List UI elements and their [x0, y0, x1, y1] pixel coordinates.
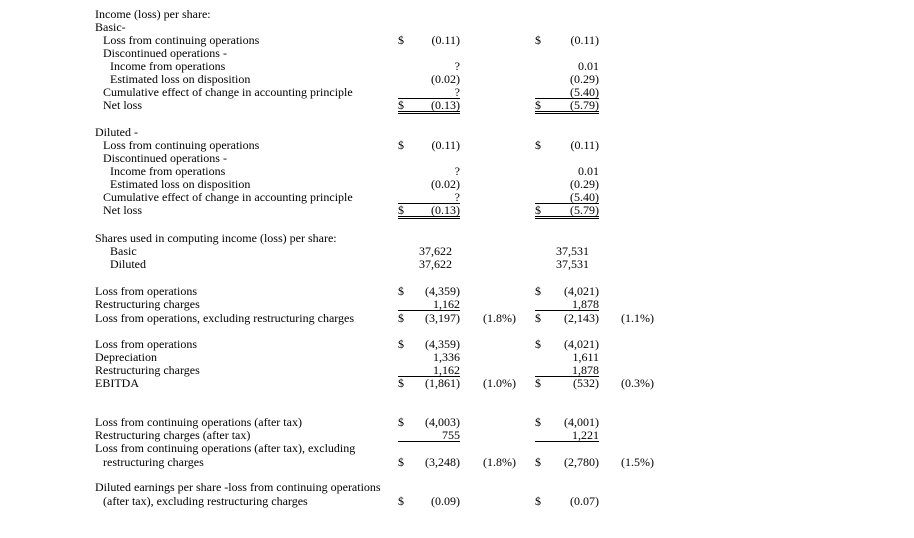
dollar-sign: $ [398, 284, 404, 298]
label: Discontinued operations - [103, 46, 227, 60]
dollar-sign: $ [535, 455, 541, 469]
value-col2: 0.01 [578, 59, 599, 73]
dollar-sign: $ [535, 284, 541, 298]
dollar-sign: $ [398, 203, 404, 217]
label: Diluted - [95, 125, 138, 139]
label: Income (loss) per share: [95, 7, 211, 21]
value-col2: 1,878 [572, 363, 599, 377]
label: restructuring charges [103, 455, 204, 469]
value-col1: ? [454, 164, 460, 178]
label: Cumulative effect of change in accounting principle [103, 190, 353, 204]
label: Loss from continuing operations (after tax) [95, 415, 302, 429]
value-col1: (0.13) [431, 98, 460, 112]
value-col2: (5.79) [570, 98, 599, 112]
label: Diluted [110, 257, 146, 271]
label: Loss from operations [95, 337, 197, 351]
label: Shares used in computing income (loss) per share: [95, 231, 337, 245]
table-row [0, 312, 914, 325]
value-col2: (5.79) [570, 203, 599, 217]
dollar-sign: $ [535, 203, 541, 217]
dollar-sign: $ [398, 337, 404, 351]
table-row [0, 99, 914, 112]
value-col1: (0.11) [431, 33, 460, 47]
value-col1: (0.11) [431, 138, 460, 152]
value-col2: (5.40) [570, 85, 599, 99]
value-col2: 37,531 [556, 244, 589, 258]
label: Loss from operations [95, 284, 197, 298]
label: Loss from continuing operations (after tax), excluding [95, 441, 356, 455]
label-line [0, 442, 914, 455]
value-col1: (4,003) [425, 415, 460, 429]
label: Income from operations [110, 164, 226, 178]
label: Diluted earnings per share -loss from continuing operations [95, 480, 381, 494]
value-col1: 1,336 [433, 350, 460, 364]
value-col2: (0.07) [570, 494, 599, 508]
percent-col1: (1.0%) [483, 376, 516, 390]
value-col2: (2,780) [564, 455, 599, 469]
value-col1: 755 [442, 428, 460, 442]
value-col2: (0.11) [570, 138, 599, 152]
dollar-sign: $ [535, 138, 541, 152]
label: Net loss [103, 203, 142, 217]
table-row [0, 377, 914, 390]
dollar-sign: $ [398, 415, 404, 429]
label: Cumulative effect of change in accounting principle [103, 85, 353, 99]
label: (after tax), excluding restructuring charges [103, 494, 308, 508]
dollar-sign: $ [398, 138, 404, 152]
dollar-sign: $ [535, 33, 541, 47]
value-col1: (0.09) [431, 494, 460, 508]
value-col1: 1,162 [433, 297, 460, 311]
section-title [0, 8, 914, 21]
percent-col2: (1.5%) [621, 455, 654, 469]
percent-col1: (1.8%) [483, 311, 516, 325]
dollar-sign: $ [535, 376, 541, 390]
value-col2: 1,878 [572, 297, 599, 311]
percent-col2: (0.3%) [621, 376, 654, 390]
value-col2: (0.29) [570, 72, 599, 86]
label: Loss from operations, excluding restructuring charges [95, 311, 355, 325]
label: Income from operations [110, 59, 226, 73]
value-col1: 1,162 [433, 363, 460, 377]
percent-col2: (1.1%) [621, 311, 654, 325]
value-col1: (0.02) [431, 177, 460, 191]
percent-col1: (1.8%) [483, 455, 516, 469]
value-col2: (2,143) [564, 311, 599, 325]
table-row [0, 298, 914, 311]
label: Net loss [103, 98, 142, 112]
value-col2: (4,021) [564, 284, 599, 298]
value-col1: (4,359) [425, 337, 460, 351]
label: Loss from continuing operations [103, 33, 260, 47]
value-col1: (0.02) [431, 72, 460, 86]
value-col2: (532) [573, 376, 599, 390]
value-col2: 37,531 [556, 257, 589, 271]
label: Depreciation [95, 350, 157, 364]
table-row [0, 456, 914, 469]
value-col1: (0.13) [431, 203, 460, 217]
label: Restructuring charges [95, 297, 200, 311]
label: Estimated loss on disposition [110, 177, 251, 191]
value-col2: (5.40) [570, 190, 599, 204]
value-col2: (4,001) [564, 415, 599, 429]
dollar-sign: $ [535, 415, 541, 429]
dollar-sign: $ [398, 311, 404, 325]
value-col1: (1,861) [425, 376, 460, 390]
dollar-sign: $ [535, 337, 541, 351]
dollar-sign: $ [398, 494, 404, 508]
table-row [0, 204, 914, 217]
value-col1: ? [454, 190, 460, 204]
value-col2: 1,611 [572, 350, 599, 364]
table-row [0, 495, 914, 508]
dollar-sign: $ [398, 33, 404, 47]
value-col1: ? [454, 59, 460, 73]
value-col1: ? [454, 85, 460, 99]
label-line [0, 481, 914, 494]
label: Estimated loss on disposition [110, 72, 251, 86]
label: Discontinued operations - [103, 151, 227, 165]
section-title [0, 232, 914, 245]
label: Basic- [95, 20, 126, 34]
label: Restructuring charges (after tax) [95, 428, 251, 442]
dollar-sign: $ [535, 311, 541, 325]
value-col1: 37,622 [419, 257, 452, 271]
value-col1: (3,248) [425, 455, 460, 469]
value-col2: (0.29) [570, 177, 599, 191]
value-col1: (3,197) [425, 311, 460, 325]
label: Restructuring charges [95, 363, 200, 377]
table-row [0, 258, 914, 271]
value-col2: 1,221 [572, 428, 599, 442]
dollar-sign: $ [398, 376, 404, 390]
value-col2: (0.11) [570, 33, 599, 47]
dollar-sign: $ [398, 98, 404, 112]
label: Loss from continuing operations [103, 138, 260, 152]
value-col1: (4,359) [425, 284, 460, 298]
dollar-sign: $ [535, 98, 541, 112]
value-col2: 0.01 [578, 164, 599, 178]
label: Basic [110, 244, 137, 258]
value-col2: (4,021) [564, 337, 599, 351]
value-col1: 37,622 [419, 244, 452, 258]
dollar-sign: $ [535, 494, 541, 508]
dollar-sign: $ [398, 455, 404, 469]
label: EBITDA [95, 376, 139, 390]
